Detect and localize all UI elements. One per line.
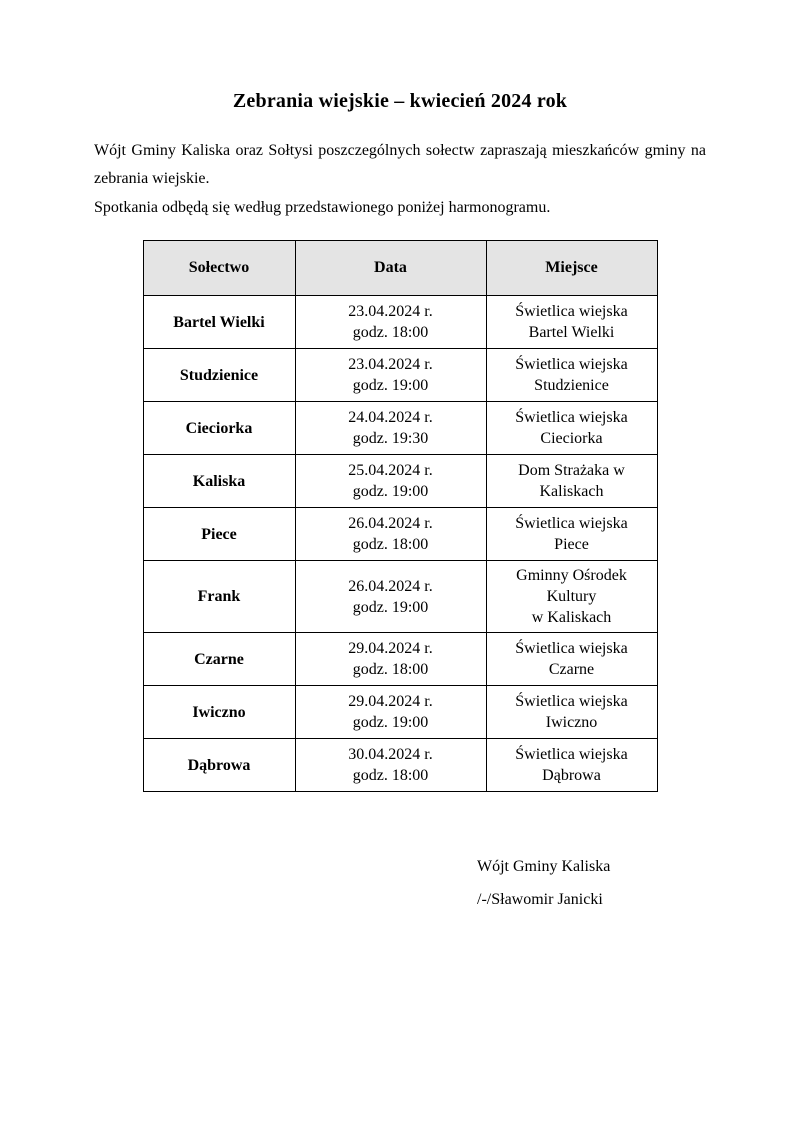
- date-line: godz. 18:00: [352, 536, 429, 553]
- table-row: [143, 296, 657, 349]
- date-line: godz. 18:00: [352, 324, 429, 341]
- signature-block: [94, 856, 706, 910]
- date-line: 29.04.2024 r.: [348, 693, 433, 710]
- place-line: Dąbrowa: [542, 767, 601, 784]
- place-cell: [486, 508, 657, 561]
- date-line: 26.04.2024 r.: [348, 515, 433, 532]
- place-line: Świetlica wiejska: [515, 640, 628, 657]
- village-cell: Bartel Wielki: [143, 296, 295, 349]
- table-row: [143, 633, 657, 686]
- date-cell: [295, 561, 486, 633]
- page-title: Zebrania wiejskie – kwiecień 2024 rok: [232, 90, 568, 112]
- date-line: godz. 19:00: [352, 377, 429, 394]
- date-line: 30.04.2024 r.: [348, 746, 433, 763]
- signature-role: Wójt Gminy Kaliska: [477, 858, 611, 875]
- village-cell: Frank: [143, 561, 295, 633]
- signature-name: /-/Sławomir Janicki: [477, 891, 603, 908]
- place-cell: [486, 686, 657, 739]
- date-cell: [295, 739, 486, 792]
- village-cell: Kaliska: [143, 455, 295, 508]
- place-line: Świetlica wiejska: [515, 356, 628, 373]
- place-cell: [486, 633, 657, 686]
- meetings-table: [143, 240, 658, 792]
- place-line: Świetlica wiejska: [515, 515, 628, 532]
- table-row: [143, 739, 657, 792]
- place-cell: [486, 349, 657, 402]
- place-line: w Kaliskach: [531, 609, 612, 626]
- date-line: 23.04.2024 r.: [348, 356, 433, 373]
- village-cell: Studzienice: [143, 349, 295, 402]
- schedule-paragraph: Spotkania odbędą się według przedstawionego poniżej harmonogramu.: [94, 199, 551, 216]
- table-row: [143, 349, 657, 402]
- place-cell: [486, 296, 657, 349]
- table-header-row: [143, 241, 657, 296]
- place-line: Bartel Wielki: [528, 324, 615, 341]
- table-row: [143, 402, 657, 455]
- date-cell: [295, 296, 486, 349]
- place-line: Świetlica wiejska: [515, 303, 628, 320]
- date-line: 29.04.2024 r.: [348, 640, 433, 657]
- table-row: [143, 686, 657, 739]
- place-line: Kultury: [546, 588, 597, 605]
- column-header-solectwo: Sołectwo: [143, 241, 295, 296]
- date-line: godz. 18:00: [352, 661, 429, 678]
- place-cell: [486, 739, 657, 792]
- table-row: [143, 561, 657, 633]
- column-header-miejsce: Miejsce: [486, 241, 657, 296]
- place-line: Dom Strażaka w: [518, 462, 625, 479]
- place-line: Świetlica wiejska: [515, 746, 628, 763]
- place-cell: [486, 561, 657, 633]
- place-line: Gminny Ośrodek: [516, 567, 627, 584]
- date-line: godz. 19:00: [352, 714, 429, 731]
- date-line: 23.04.2024 r.: [348, 303, 433, 320]
- village-cell: Cieciorka: [143, 402, 295, 455]
- village-cell: Piece: [143, 508, 295, 561]
- table-row: [143, 508, 657, 561]
- place-line: Piece: [554, 536, 589, 553]
- place-line: Czarne: [548, 661, 595, 678]
- place-line: Kaliskach: [539, 483, 604, 500]
- date-cell: [295, 455, 486, 508]
- date-line: godz. 18:00: [352, 767, 429, 784]
- place-line: Świetlica wiejska: [515, 409, 628, 426]
- village-cell: Dąbrowa: [143, 739, 295, 792]
- intro-paragraph: Wójt Gminy Kaliska oraz Sołtysi poszczególnych sołectw zapraszają mieszkańców gminy na zebrania wiejskie.: [94, 142, 706, 187]
- date-line: godz. 19:00: [352, 598, 429, 616]
- date-line: godz. 19:00: [352, 483, 429, 500]
- date-cell: [295, 349, 486, 402]
- date-cell: [295, 633, 486, 686]
- place-line: Świetlica wiejska: [515, 693, 628, 710]
- place-line: Iwiczno: [545, 714, 598, 731]
- date-cell: [295, 402, 486, 455]
- place-cell: [486, 402, 657, 455]
- table-row: [143, 455, 657, 508]
- place-line: Cieciorka: [540, 430, 603, 447]
- village-cell: Czarne: [143, 633, 295, 686]
- place-line: Studzienice: [534, 377, 609, 394]
- date-line: 25.04.2024 r.: [348, 462, 433, 479]
- column-header-data: Data: [295, 241, 486, 296]
- date-line: 24.04.2024 r.: [348, 409, 433, 426]
- date-cell: [295, 686, 486, 739]
- village-cell: Iwiczno: [143, 686, 295, 739]
- date-line: godz. 19:30: [352, 430, 429, 447]
- date-line: 26.04.2024 r.: [348, 577, 433, 595]
- date-cell: [295, 508, 486, 561]
- place-cell: [486, 455, 657, 508]
